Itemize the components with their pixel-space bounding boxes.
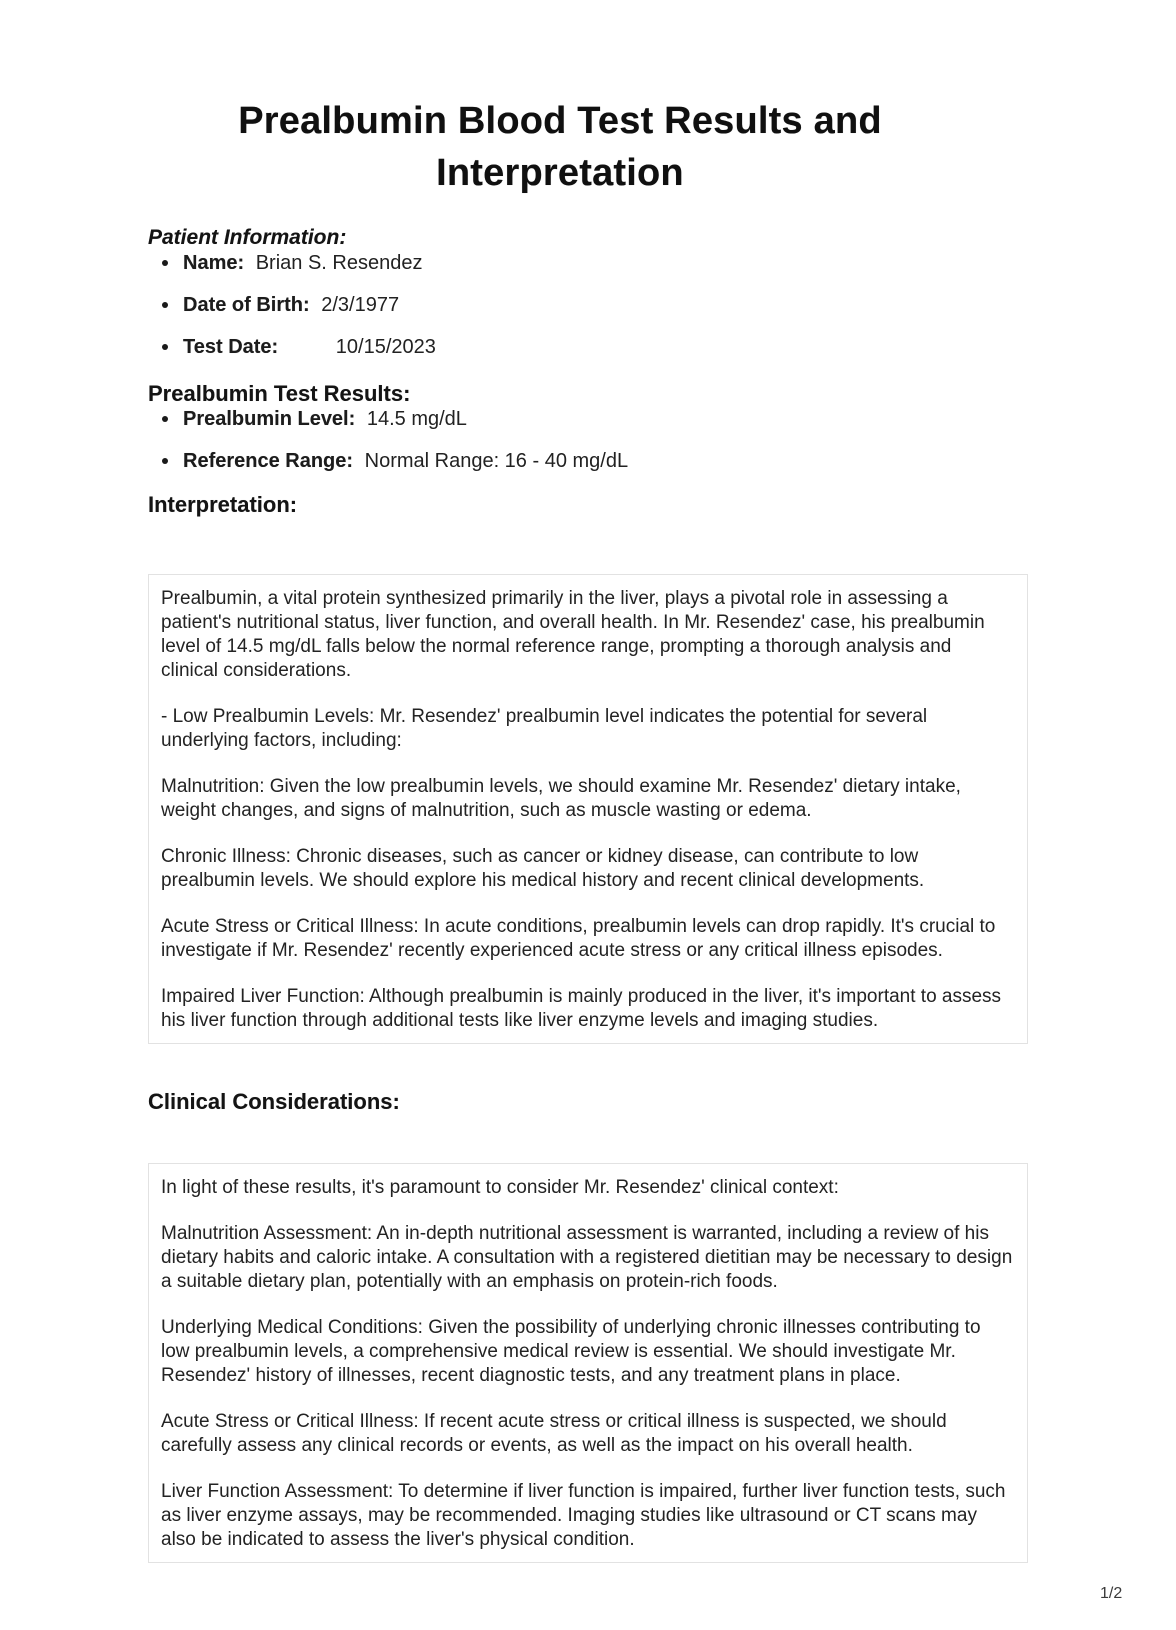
- paragraph: Acute Stress or Critical Illness: If recent acute stress or critical illness is suspected, we should carefully assess any clinical records or events, as well as the impact on his overall health.: [161, 1411, 947, 1456]
- list-item-name: [148, 251, 1028, 275]
- field-label: Reference Range:: [183, 450, 354, 472]
- field-value: 2/3/1977: [321, 294, 400, 316]
- field-label: Prealbumin Level:: [183, 408, 356, 430]
- page-title: Prealbumin Blood Test Results and Interpretation: [238, 100, 882, 194]
- interpretation-box: [148, 574, 1028, 1044]
- paragraph: Acute Stress or Critical Illness: In acute conditions, prealbumin levels can drop rapidly. It's crucial to investigate if Mr. Resendez' recently experienced acute stress or any critical illness episodes.: [161, 916, 996, 961]
- test-results-list: [148, 407, 1028, 473]
- patient-info-heading: Patient Information:: [148, 226, 347, 249]
- field-value: Brian S. Resendez: [255, 252, 423, 274]
- paragraph: Impaired Liver Function: Although prealbumin is mainly produced in the liver, it's important to assess his liver function through additional tests like liver enzyme levels and imaging studies.: [161, 986, 1002, 1031]
- document-content: [148, 0, 1028, 1563]
- field-label: Name:: [183, 252, 245, 274]
- test-results-heading: Prealbumin Test Results:: [148, 381, 411, 406]
- field-value: 10/15/2023: [335, 336, 436, 358]
- paragraph: Underlying Medical Conditions: Given the possibility of underlying chronic illnesses contributing to low prealbumin levels, a comprehensive medical review is essential. We should investigate Mr. Resendez' history of illnesses, recent diagnostic tests, and any treatment plans in place.: [161, 1317, 981, 1386]
- field-value: Normal Range: 16 - 40 mg/dL: [364, 450, 629, 472]
- interpretation-heading: Interpretation:: [148, 492, 298, 517]
- paragraph: In light of these results, it's paramount to consider Mr. Resendez' clinical context:: [161, 1177, 839, 1198]
- list-item-reference-range: [148, 449, 1028, 473]
- page-number-indicator: 1/2: [1100, 1585, 1123, 1602]
- paragraph: Liver Function Assessment: To determine if liver function is impaired, further liver function tests, such as liver enzyme assays, may be recommended. Imaging studies like ultrasound or CT scans may also be indicated to assess the liver's physical condition.: [161, 1481, 1006, 1550]
- paragraph: Malnutrition Assessment: An in-depth nutritional assessment is warranted, including a review of his dietary habits and caloric intake. A consultation with a registered dietitian may be necessary to design a suitable dietary plan, potentially with an emphasis on protein-rich foods.: [161, 1223, 1013, 1292]
- paragraph: Malnutrition: Given the low prealbumin levels, we should examine Mr. Resendez' dietary intake, weight changes, and signs of malnutrition, such as muscle wasting or edema.: [161, 776, 961, 821]
- paragraph: - Low Prealbumin Levels: Mr. Resendez' prealbumin level indicates the potential for several underlying factors, including:: [161, 706, 928, 751]
- field-label: Test Date:: [183, 336, 279, 358]
- paragraph: Prealbumin, a vital protein synthesized primarily in the liver, plays a pivotal role in assessing a patient's nutritional status, liver function, and overall health. In Mr. Resendez' case, his prealbumin level of 14.5 mg/dL falls below the normal reference range, prompting a thorough analysis and clinical considerations.: [161, 588, 985, 681]
- patient-info-list: [148, 251, 1028, 359]
- list-item-test-date: [148, 335, 1028, 359]
- field-value: 14.5 mg/dL: [366, 408, 467, 430]
- list-item-date-of-birth: [148, 293, 1028, 317]
- list-item-prealbumin-level: [148, 407, 1028, 431]
- clinical-considerations-heading: Clinical Considerations:: [148, 1089, 400, 1114]
- clinical-considerations-box: [148, 1163, 1028, 1563]
- paragraph: Chronic Illness: Chronic diseases, such as cancer or kidney disease, can contribute to low prealbumin levels. We should explore his medical history and recent clinical developments.: [161, 846, 925, 891]
- field-label: Date of Birth:: [183, 294, 310, 316]
